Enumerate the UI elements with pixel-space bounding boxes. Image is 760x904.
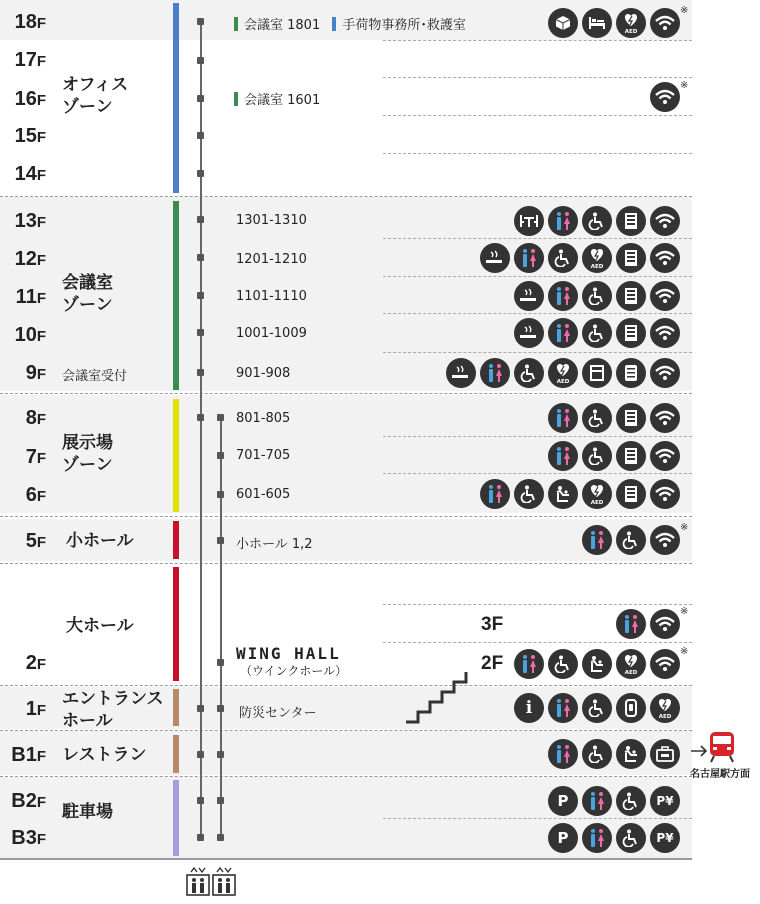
zone-line: ゾーン	[62, 295, 113, 315]
bed-icon[interactable]	[582, 8, 612, 38]
wheelchair-icon[interactable]	[582, 441, 612, 471]
floor-label-17f[interactable]: 17F	[14, 49, 46, 71]
row-divider	[383, 473, 692, 474]
zone-line: 展示場	[62, 433, 113, 453]
smoking-icon[interactable]	[446, 358, 476, 388]
room-label-6f[interactable]: 601-605	[236, 487, 291, 502]
row-divider	[383, 276, 692, 277]
elevator-stop	[217, 414, 224, 421]
elevator-stop	[197, 170, 204, 177]
row-divider	[383, 77, 692, 78]
floor-label-14f[interactable]: 14F	[14, 163, 46, 185]
restroom-icon[interactable]	[480, 479, 510, 509]
restroom-icon[interactable]	[548, 693, 578, 723]
conference-zone-bar	[173, 201, 179, 390]
nursing-icon[interactable]	[582, 649, 612, 679]
room-label-7f[interactable]: 701-705	[236, 448, 291, 463]
elevator-stop	[197, 57, 204, 64]
row-divider	[383, 642, 692, 643]
elevator-stop	[217, 705, 224, 712]
floor-label-18f[interactable]: 18F	[14, 11, 46, 33]
elevator-stop	[197, 705, 204, 712]
room-label-13f[interactable]: 1301-1310	[236, 213, 307, 228]
row-divider	[383, 153, 692, 154]
svg-text:AED: AED	[590, 500, 604, 505]
wifi-icon[interactable]	[650, 206, 680, 236]
floor-label-b2f[interactable]: B2F	[11, 790, 46, 812]
aed-icon[interactable]	[582, 243, 612, 273]
elevator-stop	[217, 491, 224, 498]
elevator-stop	[217, 751, 224, 758]
parking-icon[interactable]: P	[548, 823, 578, 853]
pay-parking-icon[interactable]: P¥	[650, 823, 680, 853]
wheelchair-icon[interactable]	[616, 525, 646, 555]
row-divider	[383, 436, 692, 437]
floor-label-2f[interactable]: 2F	[25, 652, 46, 674]
meeting-tag	[234, 17, 238, 31]
floor-label-b1f[interactable]: B1F	[11, 744, 46, 766]
meeting-tag	[234, 92, 238, 106]
restroom-icon[interactable]	[616, 609, 646, 639]
wifi-icon[interactable]	[650, 525, 680, 555]
wheelchair-icon[interactable]	[582, 206, 612, 236]
vending-icon[interactable]	[616, 479, 646, 509]
floor-label-b3f[interactable]: B3F	[11, 827, 46, 849]
wifi-icon[interactable]	[650, 649, 680, 679]
restroom-icon[interactable]	[548, 281, 578, 311]
wing-hall-subtitle: （ウインクホール）	[240, 664, 348, 678]
wifi-icon[interactable]	[650, 441, 680, 471]
restroom-icon[interactable]	[548, 403, 578, 433]
wifi-icon[interactable]	[650, 82, 680, 112]
room-label-10f[interactable]: 1001-1009	[236, 326, 307, 341]
elevator-stop	[197, 369, 204, 376]
room-1801: 会議室 1801	[244, 18, 321, 33]
elevator-stop	[197, 414, 204, 421]
restroom-icon[interactable]	[582, 786, 612, 816]
zone-line: 会議室	[62, 273, 113, 293]
elevator-stop	[197, 18, 204, 25]
separator	[0, 516, 692, 517]
wheelchair-icon[interactable]	[514, 358, 544, 388]
row-divider	[383, 115, 692, 116]
wheelchair-icon[interactable]	[616, 786, 646, 816]
note-mark: ※	[680, 606, 689, 617]
restroom-icon[interactable]	[514, 243, 544, 273]
parking-icon[interactable]: P	[548, 786, 578, 816]
ground-line	[0, 858, 692, 860]
separator	[0, 393, 692, 394]
elevator-stop	[217, 659, 224, 666]
svg-text:AED: AED	[624, 670, 638, 675]
room-label-12f[interactable]: 1201-1210	[236, 252, 307, 267]
row-divider	[383, 352, 692, 353]
zone-line: ホール	[62, 711, 113, 731]
entrance-bar	[173, 689, 179, 726]
svg-text:AED: AED	[658, 714, 672, 719]
elevator-shaft-1	[200, 20, 202, 840]
elevator-stop	[197, 95, 204, 102]
restroom-icon[interactable]	[582, 823, 612, 853]
note-mark: ※	[680, 646, 689, 657]
elevator-stop	[197, 797, 204, 804]
hall-2f-label: 2F	[481, 653, 504, 674]
restroom-icon[interactable]	[548, 739, 578, 769]
vending-icon[interactable]	[616, 403, 646, 433]
elevator-shaft-2	[220, 416, 222, 840]
vending-icon[interactable]	[616, 206, 646, 236]
parking-label: 駐車場	[62, 802, 113, 822]
elevator-stop	[217, 537, 224, 544]
entrance-hall-label	[62, 688, 164, 732]
room-label-18f[interactable]	[234, 14, 466, 33]
elevator-stop	[197, 254, 204, 261]
elevator-stop	[197, 132, 204, 139]
room-label-1f[interactable]: 防災センター	[239, 706, 317, 721]
floor-label-6f[interactable]: 6F	[25, 484, 46, 506]
room-label-16f[interactable]	[234, 89, 320, 108]
room-label-8f[interactable]: 801-805	[236, 411, 291, 426]
info-icon[interactable]: i	[514, 693, 544, 723]
nursing-icon[interactable]	[548, 479, 578, 509]
restaurant-label: レストラン	[62, 745, 147, 765]
wifi-icon[interactable]	[650, 609, 680, 639]
elevator-stop	[217, 452, 224, 459]
row-divider	[383, 818, 692, 819]
small-hall-bar	[173, 521, 179, 559]
floor-label-10f[interactable]: 10F	[14, 324, 46, 346]
floor-label-8f[interactable]: 8F	[25, 407, 46, 429]
wing-hall-title[interactable]: WING HALL	[236, 644, 341, 663]
office-zone-label	[62, 74, 128, 118]
elevator-stop	[217, 834, 224, 841]
floor-label-1f[interactable]: 1F	[25, 698, 46, 720]
pay-parking-icon[interactable]: P¥	[650, 786, 680, 816]
separator	[0, 196, 692, 197]
zone-line: ゾーン	[62, 455, 113, 475]
aed-icon[interactable]	[582, 479, 612, 509]
row-divider	[383, 313, 692, 314]
separator	[0, 563, 692, 564]
svg-text:AED: AED	[624, 29, 638, 34]
wheelchair-icon[interactable]	[616, 823, 646, 853]
nursing-icon[interactable]	[616, 739, 646, 769]
aed-icon[interactable]	[616, 649, 646, 679]
floor-label-13f[interactable]: 13F	[14, 210, 46, 232]
wheelchair-icon[interactable]	[582, 281, 612, 311]
aed-icon[interactable]	[650, 693, 680, 723]
small-hall-label: 小ホール	[66, 531, 134, 551]
wifi-icon[interactable]	[650, 243, 680, 273]
office-zone-bar	[173, 3, 179, 193]
parking-bar	[173, 780, 179, 856]
elevator-stop	[217, 797, 224, 804]
exhibition-zone-bar	[173, 399, 179, 512]
train-icon[interactable]	[708, 730, 736, 764]
zone-line: オフィス	[62, 75, 129, 95]
wheelchair-icon[interactable]	[582, 403, 612, 433]
restaurant-bar	[173, 735, 179, 773]
elevator-stop	[197, 751, 204, 758]
floor-label-11f[interactable]: 11F	[15, 286, 46, 308]
vending-icon[interactable]	[616, 441, 646, 471]
room-label-5f[interactable]: 小ホール 1,2	[236, 537, 313, 552]
floor-label-9f[interactable]: 9F	[25, 362, 46, 384]
restroom-icon[interactable]	[582, 525, 612, 555]
large-hall-label: 大ホール	[66, 616, 134, 636]
row-divider	[383, 238, 692, 239]
wifi-icon[interactable]	[650, 479, 680, 509]
floor-label-16f[interactable]: 16F	[14, 88, 46, 110]
wheelchair-icon[interactable]	[548, 243, 578, 273]
vending-icon[interactable]	[616, 358, 646, 388]
vending-icon[interactable]	[616, 243, 646, 273]
elevator-stop	[197, 292, 204, 299]
zone-line: ゾーン	[62, 97, 113, 117]
room-label-9f[interactable]: 901-908	[236, 366, 291, 381]
note-mark: ※	[680, 5, 689, 16]
arrow-right-icon	[690, 744, 710, 758]
floor-label-5f[interactable]: 5F	[25, 530, 46, 552]
restroom-icon[interactable]	[514, 649, 544, 679]
smoking-icon[interactable]	[480, 243, 510, 273]
elevator-stop	[197, 329, 204, 336]
svg-text:AED: AED	[590, 264, 604, 269]
smoking-icon[interactable]	[514, 281, 544, 311]
locker-icon[interactable]	[582, 358, 612, 388]
large-hall-bar	[173, 567, 179, 681]
conference-reception-label: 会議室受付	[62, 369, 128, 384]
elevator-icon[interactable]	[186, 866, 210, 896]
room-1601: 会議室 1601	[244, 93, 321, 108]
floor-label-12f[interactable]: 12F	[14, 248, 46, 270]
vending-icon[interactable]	[616, 318, 646, 348]
wheelchair-icon[interactable]	[582, 693, 612, 723]
svg-text:AED: AED	[556, 379, 570, 384]
separator	[0, 776, 692, 777]
wheelchair-icon[interactable]	[582, 318, 612, 348]
hall-3f-label: 3F	[481, 614, 504, 635]
elevator-icon[interactable]	[212, 866, 236, 896]
note-mark: ※	[680, 80, 689, 91]
exhibition-zone-label	[62, 432, 113, 476]
station-direction-label: 名古屋駅方面	[690, 769, 750, 780]
cube-icon[interactable]	[548, 8, 578, 38]
restroom-icon[interactable]	[548, 318, 578, 348]
aed-icon[interactable]	[616, 8, 646, 38]
wheelchair-icon[interactable]	[548, 649, 578, 679]
wifi-icon[interactable]	[650, 281, 680, 311]
wifi-icon[interactable]	[650, 318, 680, 348]
wifi-icon[interactable]	[650, 8, 680, 38]
elevator-stop	[197, 216, 204, 223]
vending-icon[interactable]	[616, 281, 646, 311]
aed-icon[interactable]	[548, 358, 578, 388]
restroom-icon[interactable]	[548, 441, 578, 471]
restroom-icon[interactable]	[480, 358, 510, 388]
conference-zone-label	[62, 272, 113, 316]
floor-label-7f[interactable]: 7F	[25, 446, 46, 468]
phone-icon[interactable]	[616, 693, 646, 723]
floor-label-15f[interactable]: 15F	[14, 125, 46, 147]
baggage-office: 手荷物事務所･救護室	[342, 18, 466, 33]
room-label-11f[interactable]: 1101-1110	[236, 289, 307, 304]
wifi-icon[interactable]	[650, 403, 680, 433]
stairs-icon	[404, 668, 470, 724]
restroom-icon[interactable]	[548, 206, 578, 236]
row-divider	[383, 40, 692, 41]
smoking-icon[interactable]	[514, 318, 544, 348]
note-mark: ※	[680, 522, 689, 533]
zone-line: エントランス	[62, 689, 164, 709]
locker-icon[interactable]	[650, 739, 680, 769]
office-tag	[332, 17, 336, 31]
wheelchair-icon[interactable]	[514, 479, 544, 509]
row-divider	[383, 604, 692, 605]
elevator-stop	[197, 834, 204, 841]
separator	[0, 685, 692, 686]
wheelchair-icon[interactable]	[582, 739, 612, 769]
wifi-icon[interactable]	[650, 358, 680, 388]
dining-icon[interactable]	[514, 206, 544, 236]
